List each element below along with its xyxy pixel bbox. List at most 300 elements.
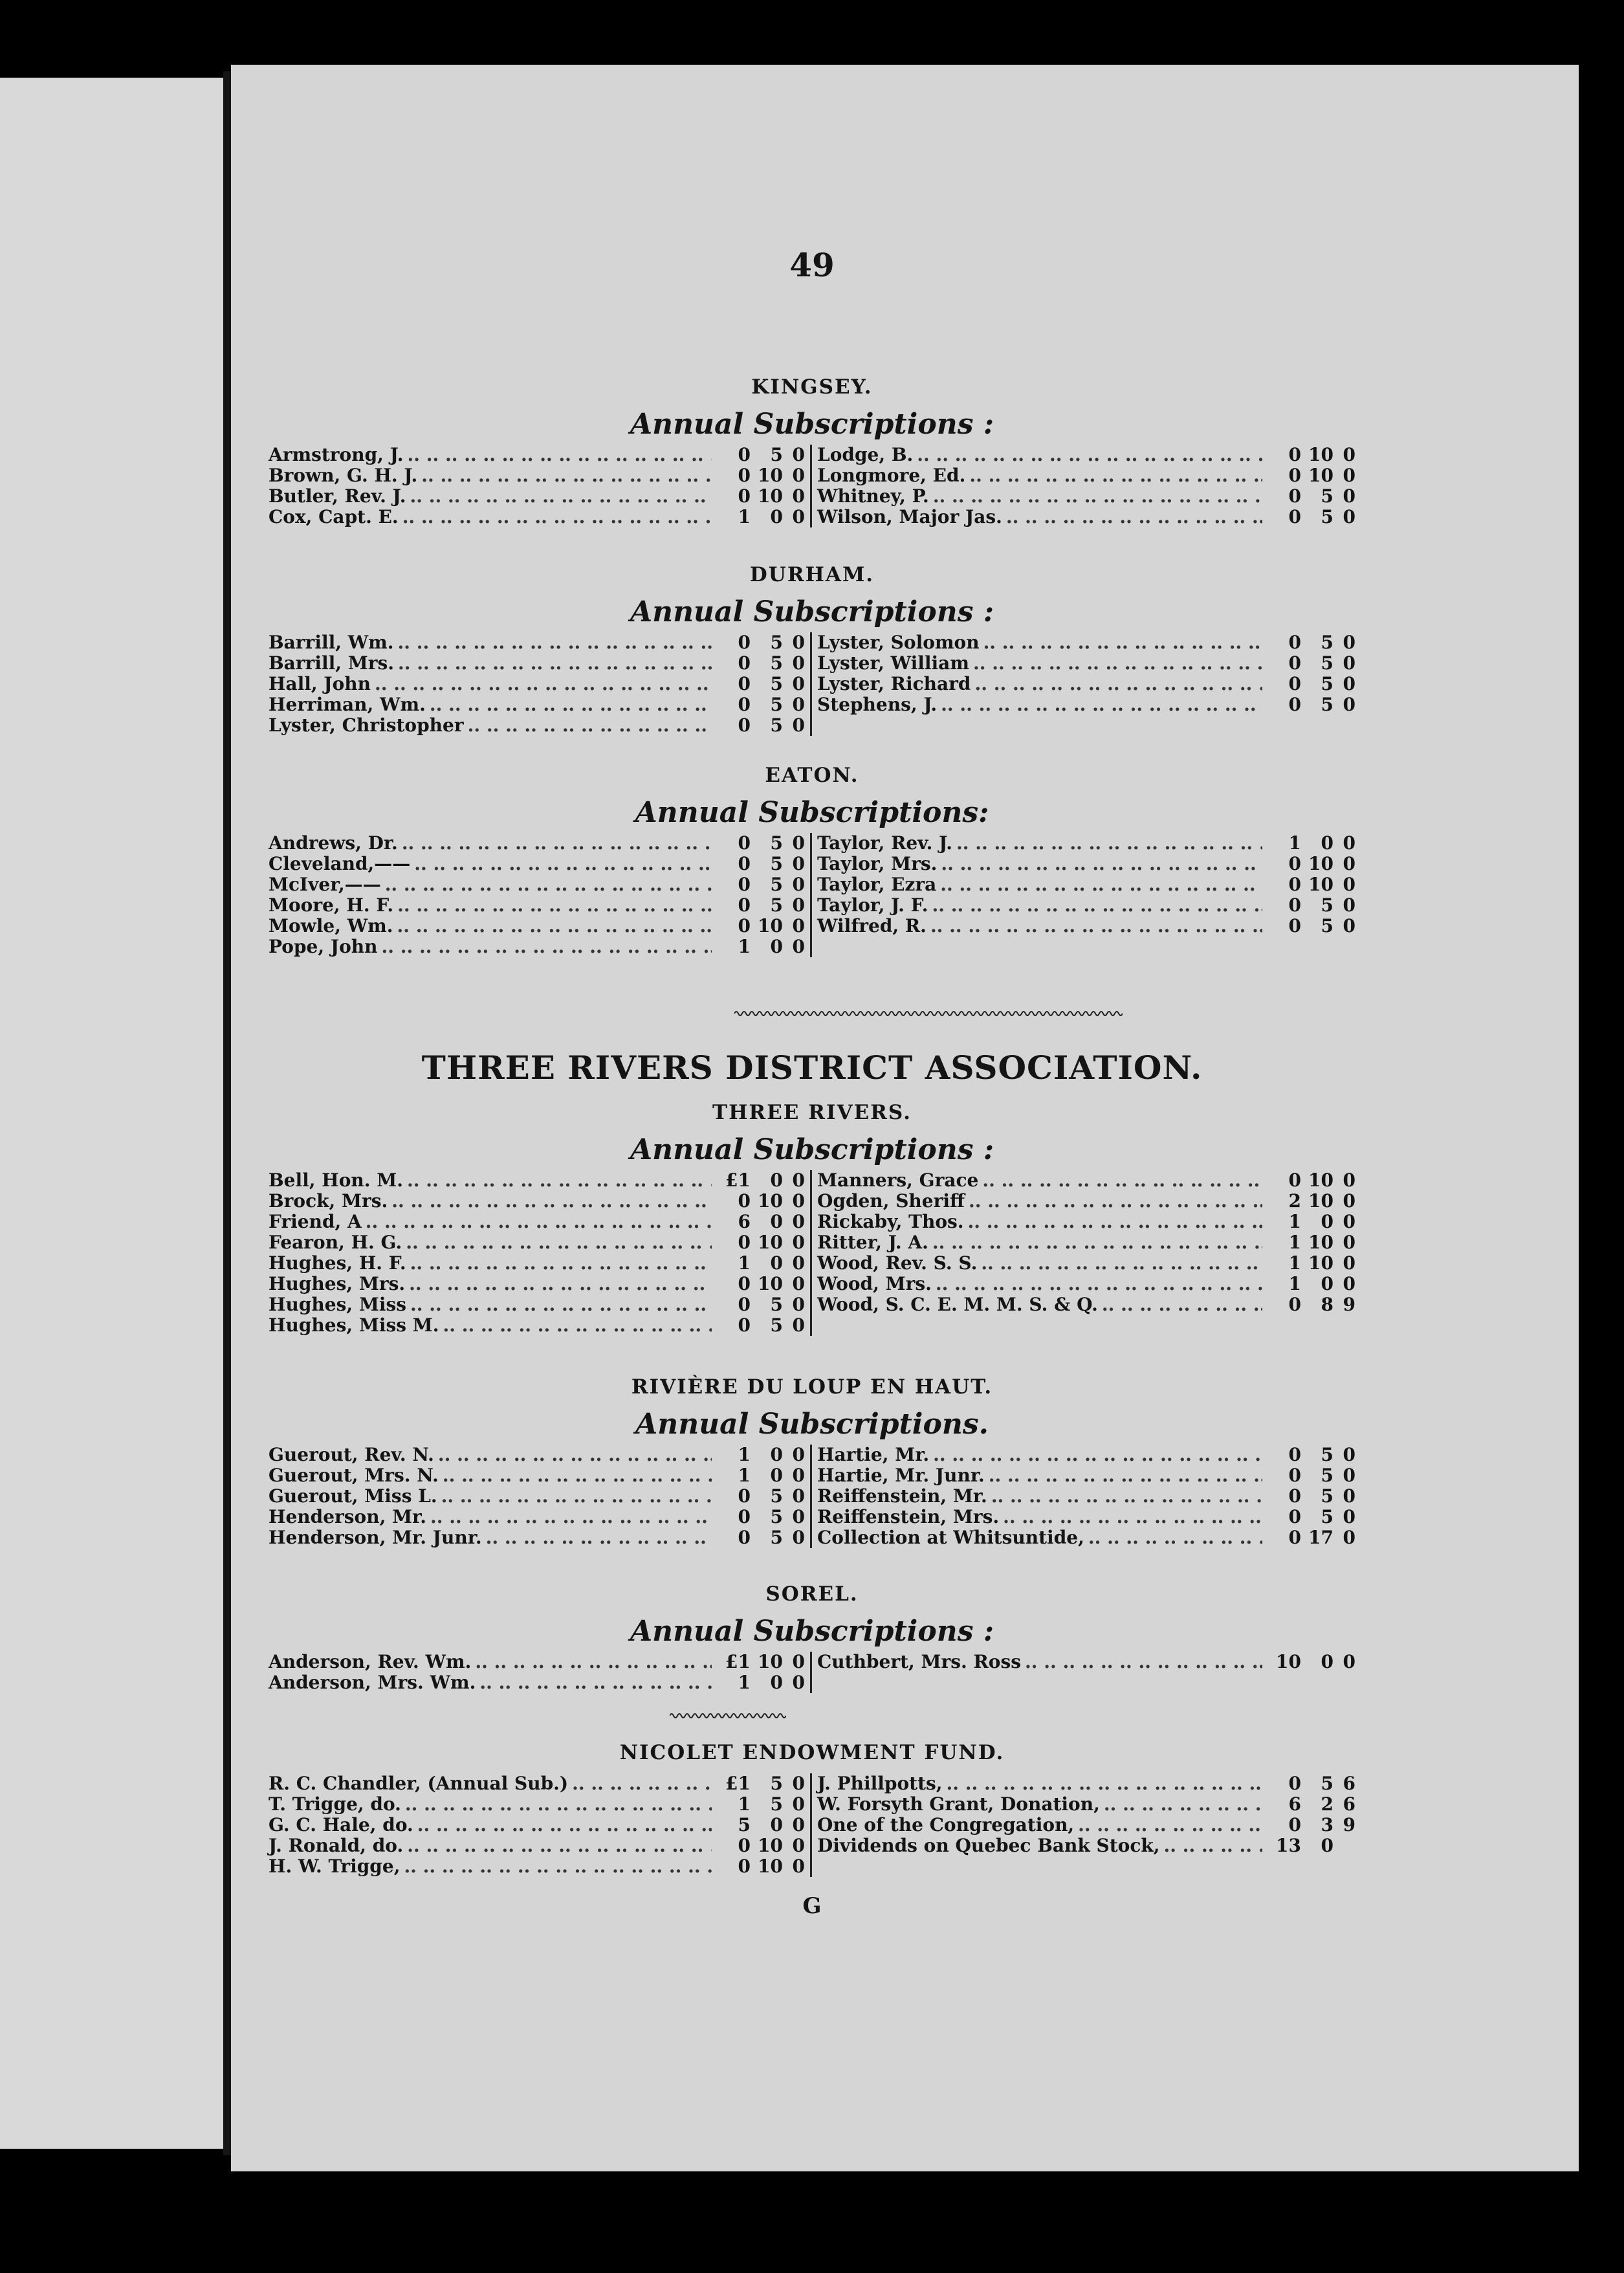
subscriber-name: T. Trigge, do. bbox=[269, 1793, 401, 1815]
amount-pounds: 0 bbox=[738, 485, 751, 507]
subscriber-name: Hall, John bbox=[269, 673, 371, 694]
amount-shillings: 5 bbox=[770, 1527, 783, 1548]
leader-dots bbox=[1104, 1794, 1262, 1815]
subscription-row bbox=[817, 1253, 1355, 1274]
amount-pounds: 1 bbox=[738, 1252, 751, 1274]
subscription-columns bbox=[269, 445, 1355, 527]
amount-pence: 0 bbox=[792, 915, 805, 937]
amount-pence: 0 bbox=[1343, 506, 1355, 527]
amount-pounds: 1 bbox=[738, 1672, 751, 1693]
amount-pounds: £1 bbox=[725, 1773, 751, 1794]
subscription-columns bbox=[269, 1170, 1355, 1336]
amount-pence: 0 bbox=[792, 1856, 805, 1877]
amount-pounds: 0 bbox=[1288, 444, 1301, 465]
leader-dots bbox=[973, 653, 1262, 674]
amount-pence: 0 bbox=[792, 936, 805, 957]
subscription-row bbox=[269, 486, 805, 507]
amount-shillings: 10 bbox=[758, 485, 783, 507]
amount-pence: 0 bbox=[1343, 1273, 1355, 1294]
leader-dots bbox=[936, 1274, 1262, 1294]
amount-pounds: 6 bbox=[738, 1211, 751, 1232]
subscriber-name: Barrill, Mrs. bbox=[269, 652, 394, 674]
amount-pence: 0 bbox=[792, 1211, 805, 1232]
amount-shillings: 10 bbox=[758, 915, 783, 937]
subscription-row bbox=[817, 1191, 1355, 1212]
amount-pounds: 2 bbox=[1288, 1190, 1301, 1212]
subscriber-name: Taylor, Rev. J. bbox=[817, 832, 952, 854]
subscription-row bbox=[817, 874, 1355, 895]
subscription-row bbox=[269, 1773, 805, 1794]
leader-dots bbox=[402, 507, 712, 527]
subscription-row bbox=[269, 854, 805, 874]
amount-pence: 0 bbox=[1343, 1211, 1355, 1232]
subscription-row bbox=[269, 445, 805, 465]
subscriber-name: Barrill, Wm. bbox=[269, 632, 394, 653]
amount bbox=[716, 465, 805, 486]
leader-dots bbox=[933, 1445, 1262, 1465]
amount-pounds: 0 bbox=[738, 1190, 751, 1212]
amount bbox=[716, 1191, 805, 1212]
subscriber-name: Wood, S. C. E. M. M. S. & Q. bbox=[817, 1294, 1098, 1315]
amount bbox=[716, 715, 805, 736]
subscription-row bbox=[817, 653, 1355, 674]
leader-dots bbox=[430, 694, 712, 715]
amount bbox=[1266, 916, 1355, 937]
amount-pence: 0 bbox=[792, 1465, 805, 1486]
subscriptions-heading: Annual Subscriptions: bbox=[635, 796, 989, 829]
leader-dots bbox=[930, 916, 1262, 937]
subscription-row bbox=[269, 1294, 805, 1315]
subscription-row bbox=[269, 874, 805, 895]
leader-dots bbox=[402, 833, 712, 854]
amount-pence: 0 bbox=[1343, 832, 1355, 854]
subscriber-name: Moore, H. F. bbox=[269, 894, 394, 916]
amount-pence: 0 bbox=[1343, 1527, 1355, 1548]
section-durham bbox=[269, 563, 1355, 736]
amount-shillings: 5 bbox=[770, 1485, 783, 1507]
amount-pounds: £1 bbox=[725, 1651, 751, 1672]
amount-pence: 0 bbox=[792, 874, 805, 895]
amount-shillings: 5 bbox=[770, 1773, 783, 1794]
amount-shillings: 5 bbox=[770, 894, 783, 916]
left-column bbox=[269, 833, 812, 957]
amount bbox=[716, 1315, 805, 1336]
amount-shillings: 5 bbox=[770, 1294, 783, 1315]
section-three-rivers bbox=[269, 1048, 1355, 1336]
subscriber-name: Armstrong, J. bbox=[269, 444, 404, 465]
subscription-columns bbox=[269, 1652, 1355, 1693]
subscription-row bbox=[269, 916, 805, 937]
subscription-row bbox=[817, 1794, 1355, 1815]
amount-pence: 0 bbox=[792, 1527, 805, 1548]
section-sorel bbox=[269, 1582, 1355, 1693]
left-column bbox=[269, 1445, 812, 1548]
leader-dots bbox=[397, 916, 712, 937]
amount-pounds: £1 bbox=[725, 1170, 751, 1191]
amount-pounds: 0 bbox=[1288, 652, 1301, 674]
amount-pounds: 10 bbox=[1276, 1651, 1301, 1672]
amount bbox=[716, 1212, 805, 1232]
amount-pence: 0 bbox=[792, 632, 805, 653]
leader-dots bbox=[410, 486, 712, 507]
amount-pounds: 1 bbox=[738, 1444, 751, 1465]
subscription-row bbox=[269, 465, 805, 486]
amount bbox=[1266, 1794, 1355, 1815]
amount-shillings: 0 bbox=[770, 1252, 783, 1274]
subscriber-name: R. C. Chandler, (Annual Sub.) bbox=[269, 1773, 569, 1794]
amount-shillings: 10 bbox=[758, 1273, 783, 1294]
amount bbox=[1266, 1507, 1355, 1527]
subscriber-name: Butler, Rev. J. bbox=[269, 485, 406, 507]
amount-pence: 0 bbox=[792, 1651, 805, 1672]
leader-dots bbox=[947, 1773, 1262, 1794]
amount-pence: 0 bbox=[792, 1793, 805, 1815]
right-column bbox=[812, 1652, 1355, 1693]
amount-shillings: 17 bbox=[1308, 1527, 1333, 1548]
amount-shillings: 5 bbox=[770, 1506, 783, 1527]
amount-pence: 0 bbox=[1343, 1444, 1355, 1465]
amount-shillings: 5 bbox=[1321, 632, 1333, 653]
subscription-row bbox=[817, 833, 1355, 854]
subscription-row bbox=[817, 674, 1355, 694]
subscriber-name: Brock, Mrs. bbox=[269, 1190, 388, 1212]
wavy-rule bbox=[734, 1006, 1123, 1019]
amount-pence: 0 bbox=[792, 1506, 805, 1527]
amount bbox=[716, 632, 805, 653]
leader-dots bbox=[486, 1527, 712, 1548]
subscription-row bbox=[269, 1253, 805, 1274]
page-number: 49 bbox=[789, 246, 835, 284]
amount-shillings: 0 bbox=[770, 506, 783, 527]
amount-pence: 0 bbox=[792, 715, 805, 736]
amount-pence: 0 bbox=[792, 694, 805, 715]
amount-pounds: 0 bbox=[738, 1856, 751, 1877]
amount bbox=[1266, 1652, 1355, 1672]
amount-shillings: 10 bbox=[758, 465, 783, 486]
subscription-row bbox=[817, 1465, 1355, 1486]
leader-dots bbox=[405, 1794, 712, 1815]
leader-dots bbox=[398, 653, 712, 674]
subscriber-name: Hughes, Mrs. bbox=[269, 1273, 406, 1294]
amount-pence: 0 bbox=[1343, 853, 1355, 874]
subscriber-name: Stephens, J. bbox=[817, 694, 938, 715]
amount bbox=[716, 507, 805, 527]
printer-signature: G bbox=[802, 1893, 822, 1919]
amount-shillings: 0 bbox=[770, 936, 783, 957]
subscriber-name: J. Ronald, do. bbox=[269, 1835, 404, 1856]
leader-dots bbox=[932, 1232, 1262, 1253]
amount-pence: 6 bbox=[1343, 1773, 1355, 1794]
amount bbox=[1266, 674, 1355, 694]
subscription-row bbox=[817, 1773, 1355, 1794]
amount-shillings: 0 bbox=[1321, 1211, 1333, 1232]
amount-pounds: 0 bbox=[738, 673, 751, 694]
amount-pounds: 0 bbox=[738, 894, 751, 916]
amount bbox=[1266, 445, 1355, 465]
amount-pounds: 0 bbox=[1288, 1527, 1301, 1548]
amount-shillings: 5 bbox=[1321, 485, 1333, 507]
amount-pence: 0 bbox=[1343, 1170, 1355, 1191]
right-column bbox=[812, 1170, 1355, 1336]
amount bbox=[716, 1527, 805, 1548]
amount-pence: 0 bbox=[1343, 694, 1355, 715]
subscription-row bbox=[269, 1315, 805, 1336]
subscription-row bbox=[269, 1191, 805, 1212]
amount-pounds: 0 bbox=[1288, 694, 1301, 715]
amount bbox=[1266, 465, 1355, 486]
amount-pounds: 0 bbox=[738, 465, 751, 486]
leader-dots bbox=[430, 1507, 712, 1527]
facing-page-edge bbox=[0, 78, 223, 2149]
leader-dots bbox=[1102, 1294, 1262, 1315]
leader-dots bbox=[1006, 507, 1262, 527]
amount-pounds: 0 bbox=[1288, 465, 1301, 486]
leader-dots bbox=[969, 465, 1262, 486]
leader-dots bbox=[974, 674, 1262, 694]
subscriber-name: Manners, Grace bbox=[817, 1170, 979, 1191]
amount-pence: 0 bbox=[1343, 652, 1355, 674]
leader-dots bbox=[441, 1486, 712, 1507]
subscription-row bbox=[269, 1232, 805, 1253]
leader-dots bbox=[572, 1773, 712, 1794]
subscriber-name: Lyster, Solomon bbox=[817, 632, 980, 653]
subscription-row bbox=[817, 1652, 1355, 1672]
amount-pounds: 0 bbox=[738, 1527, 751, 1548]
amount bbox=[1266, 833, 1355, 854]
subscriber-name: Ogden, Sheriff bbox=[817, 1190, 965, 1212]
subscriber-name: Guerout, Mrs. N. bbox=[269, 1465, 439, 1486]
amount-pence: 0 bbox=[1343, 673, 1355, 694]
subscriber-name: Henderson, Mr. bbox=[269, 1506, 426, 1527]
subscription-row bbox=[269, 1507, 805, 1527]
amount-shillings: 5 bbox=[770, 632, 783, 653]
subscription-row bbox=[817, 854, 1355, 874]
subscriber-name: Collection at Whitsuntide, bbox=[817, 1527, 1084, 1548]
leader-dots bbox=[406, 1232, 712, 1253]
amount-pence: 0 bbox=[792, 506, 805, 527]
subscription-row bbox=[817, 465, 1355, 486]
amount-pence: 0 bbox=[792, 652, 805, 674]
amount bbox=[716, 1652, 805, 1672]
place-heading: NICOLET ENDOWMENT FUND. bbox=[619, 1741, 1005, 1764]
subscription-row bbox=[817, 486, 1355, 507]
amount-pounds: 0 bbox=[738, 632, 751, 653]
leader-dots bbox=[443, 1315, 712, 1336]
amount-pence: 0 bbox=[792, 1485, 805, 1507]
amount-shillings: 10 bbox=[1308, 1232, 1333, 1253]
place-heading: KINGSEY. bbox=[751, 375, 873, 399]
amount-shillings: 10 bbox=[1308, 465, 1333, 486]
amount-pounds: 0 bbox=[738, 1835, 751, 1856]
subscriber-name: Brown, G. H. J. bbox=[269, 465, 418, 486]
amount-pounds: 6 bbox=[1288, 1793, 1301, 1815]
amount-pence: 0 bbox=[792, 465, 805, 486]
amount bbox=[716, 653, 805, 674]
leader-dots bbox=[375, 674, 712, 694]
amount bbox=[1266, 632, 1355, 653]
subscriptions-heading: Annual Subscriptions. bbox=[635, 1408, 989, 1441]
amount-shillings: 5 bbox=[1321, 1465, 1333, 1486]
amount-pence: 0 bbox=[1343, 1506, 1355, 1527]
subscription-row bbox=[269, 1445, 805, 1465]
subscription-row bbox=[817, 632, 1355, 653]
subscriber-name: Pope, John bbox=[269, 936, 378, 957]
amount-pounds: 0 bbox=[738, 715, 751, 736]
leader-dots bbox=[1025, 1652, 1262, 1672]
amount-pounds: 0 bbox=[1288, 506, 1301, 527]
leader-dots bbox=[917, 445, 1262, 465]
amount bbox=[716, 1294, 805, 1315]
amount bbox=[716, 1794, 805, 1815]
subscription-row bbox=[817, 1445, 1355, 1465]
amount-pounds: 1 bbox=[738, 1465, 751, 1486]
subscription-row bbox=[269, 507, 805, 527]
amount-shillings: 5 bbox=[770, 853, 783, 874]
section-eaton bbox=[269, 764, 1355, 957]
subscriber-name: G. C. Hale, do. bbox=[269, 1814, 413, 1835]
leader-dots bbox=[404, 1856, 712, 1877]
subscriber-name: Bell, Hon. M. bbox=[269, 1170, 403, 1191]
left-column bbox=[269, 445, 812, 527]
leader-dots bbox=[968, 1212, 1262, 1232]
amount-pence: 0 bbox=[792, 485, 805, 507]
amount bbox=[1266, 1773, 1355, 1794]
leader-dots bbox=[398, 632, 712, 653]
leader-dots bbox=[956, 833, 1262, 854]
amount-pounds: 0 bbox=[1288, 485, 1301, 507]
amount-shillings: 5 bbox=[770, 673, 783, 694]
amount-shillings: 5 bbox=[1321, 1485, 1333, 1507]
amount-pence: 0 bbox=[792, 1814, 805, 1835]
amount-pounds: 0 bbox=[738, 1232, 751, 1253]
amount-shillings: 10 bbox=[758, 1190, 783, 1212]
amount-pence: 0 bbox=[792, 1835, 805, 1856]
left-column bbox=[269, 1170, 812, 1336]
amount bbox=[1266, 1835, 1355, 1856]
right-column bbox=[812, 1445, 1355, 1548]
subscription-row bbox=[817, 445, 1355, 465]
amount bbox=[716, 1773, 805, 1794]
subscriber-name: One of the Congregation, bbox=[817, 1814, 1075, 1835]
amount-pence: 0 bbox=[1343, 1232, 1355, 1253]
subscriber-name: J. Phillpotts, bbox=[817, 1773, 943, 1794]
amount-pence: 0 bbox=[792, 444, 805, 465]
leader-dots bbox=[407, 1835, 712, 1856]
subscriptions-heading: Annual Subscriptions : bbox=[630, 1615, 994, 1648]
amount bbox=[716, 1253, 805, 1274]
leader-dots bbox=[1003, 1507, 1262, 1527]
amount-shillings: 5 bbox=[1321, 1773, 1333, 1794]
place-heading: THREE RIVERS. bbox=[712, 1101, 912, 1124]
subscriber-name: Friend, A bbox=[269, 1211, 362, 1232]
subscriber-name: Anderson, Rev. Wm. bbox=[269, 1651, 472, 1672]
subscriber-name: Hughes, Miss M. bbox=[269, 1314, 439, 1336]
amount-shillings: 5 bbox=[1321, 1506, 1333, 1527]
leader-dots bbox=[969, 1191, 1262, 1212]
subscription-row bbox=[817, 1232, 1355, 1253]
amount-pounds: 13 bbox=[1276, 1835, 1301, 1856]
amount bbox=[716, 1507, 805, 1527]
subscriber-name: Cox, Capt. E. bbox=[269, 506, 399, 527]
amount-shillings: 5 bbox=[1321, 694, 1333, 715]
amount-pounds: 0 bbox=[1288, 1773, 1301, 1794]
amount bbox=[716, 1465, 805, 1486]
amount-pence: 0 bbox=[792, 894, 805, 916]
subscriber-name: Reiffenstein, Mrs. bbox=[817, 1506, 1000, 1527]
subscriber-name: Ritter, J. A. bbox=[817, 1232, 928, 1253]
leader-dots bbox=[932, 895, 1262, 916]
amount-pounds: 0 bbox=[1288, 632, 1301, 653]
book-gutter bbox=[223, 71, 231, 2155]
amount-shillings: 5 bbox=[1321, 915, 1333, 937]
subscriber-name: Guerout, Rev. N. bbox=[269, 1444, 434, 1465]
amount-pence: 0 bbox=[792, 1444, 805, 1465]
subscriber-name: H. W. Trigge, bbox=[269, 1856, 401, 1877]
amount bbox=[1266, 1212, 1355, 1232]
amount-pence: 0 bbox=[792, 1252, 805, 1274]
amount-shillings: 0 bbox=[1321, 1651, 1333, 1672]
subscriber-name: Hartie, Mr. bbox=[817, 1444, 930, 1465]
amount-shillings: 0 bbox=[1321, 832, 1333, 854]
amount-shillings: 10 bbox=[1308, 853, 1333, 874]
amount bbox=[716, 445, 805, 465]
subscriptions-heading: Annual Subscriptions : bbox=[630, 1133, 994, 1166]
amount bbox=[1266, 1170, 1355, 1191]
page-content bbox=[269, 0, 1355, 2273]
amount bbox=[1266, 854, 1355, 874]
amount-pounds: 0 bbox=[738, 1314, 751, 1336]
amount-shillings: 10 bbox=[758, 1835, 783, 1856]
amount-pounds: 0 bbox=[1288, 1465, 1301, 1486]
subscriber-name: Lodge, B. bbox=[817, 444, 914, 465]
amount-shillings: 0 bbox=[770, 1814, 783, 1835]
amount-shillings: 0 bbox=[770, 1211, 783, 1232]
amount-pounds: 0 bbox=[1288, 673, 1301, 694]
amount-shillings: 8 bbox=[1321, 1294, 1333, 1315]
amount-pounds: 0 bbox=[738, 853, 751, 874]
subscription-row bbox=[817, 1294, 1355, 1315]
subscriber-name: Lyster, Christopher bbox=[269, 715, 464, 736]
leader-dots bbox=[414, 854, 712, 874]
amount-shillings: 10 bbox=[1308, 874, 1333, 895]
right-column bbox=[812, 833, 1355, 957]
subscriber-name: Taylor, J. F. bbox=[817, 894, 928, 916]
amount bbox=[1266, 486, 1355, 507]
amount bbox=[716, 874, 805, 895]
amount bbox=[716, 1835, 805, 1856]
leader-dots bbox=[421, 465, 712, 486]
subscription-row bbox=[817, 1274, 1355, 1294]
subscription-row bbox=[817, 1835, 1355, 1856]
amount-shillings: 10 bbox=[758, 1651, 783, 1672]
leader-dots bbox=[479, 1672, 712, 1693]
amount-pence: 0 bbox=[1343, 1252, 1355, 1274]
leader-dots bbox=[1164, 1835, 1262, 1856]
amount-pence: 0 bbox=[792, 832, 805, 854]
subscriber-name: Lyster, Richard bbox=[817, 673, 971, 694]
subscription-row bbox=[269, 1486, 805, 1507]
subscriber-name: Wood, Mrs. bbox=[817, 1273, 932, 1294]
amount bbox=[716, 1445, 805, 1465]
subscriber-name: Lyster, William bbox=[817, 652, 969, 674]
amount-pence: 0 bbox=[792, 853, 805, 874]
amount-shillings: 0 bbox=[770, 1170, 783, 1191]
left-column bbox=[269, 632, 812, 736]
subscriber-name: Hartie, Mr. Junr. bbox=[817, 1465, 985, 1486]
amount-pence: 0 bbox=[1343, 632, 1355, 653]
amount-shillings: 10 bbox=[1308, 1170, 1333, 1191]
subscription-row bbox=[817, 1507, 1355, 1527]
